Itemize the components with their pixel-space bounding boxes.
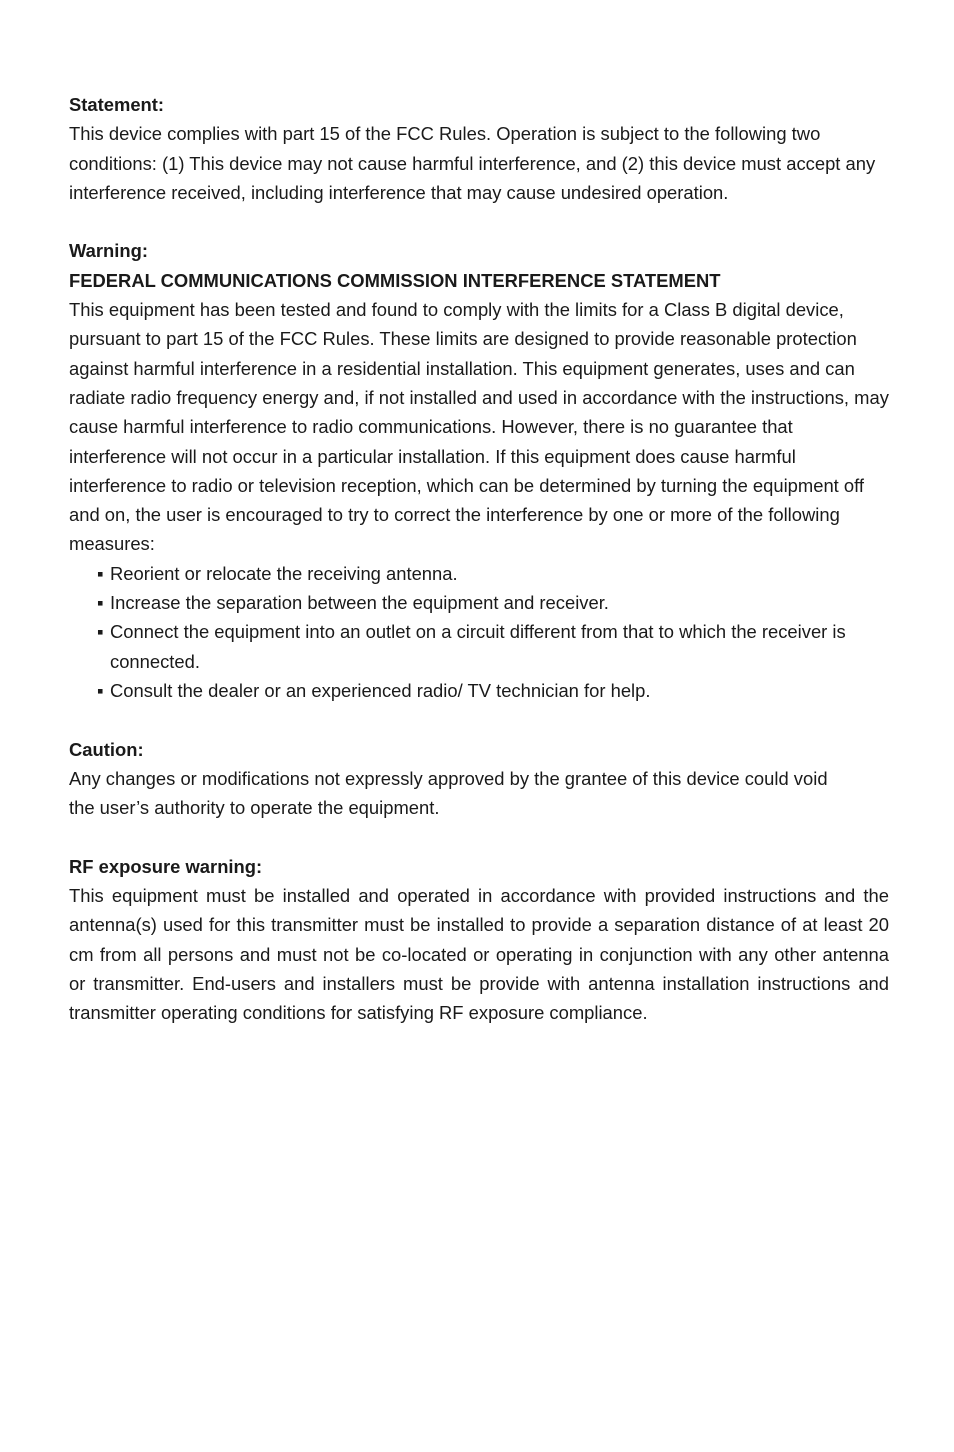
rf-exposure-text: This equipment must be installed and operated in accordance with provided instructions and the antenna(s) used for this transmitter must be installed to provide a separation distance of at least 20 cm from all persons and must not be co-located or operating in conjunction with any other antenna or transmitter. End-users and installers must be provide with antenna installation instructions and transmitter operating conditions for satisfying RF exposure compliance. xyxy=(69,885,889,1024)
list-item xyxy=(69,617,889,676)
bullet-mark: ▪ xyxy=(97,562,104,584)
bullet-mark: ▪ xyxy=(97,592,104,614)
list-item xyxy=(69,676,889,705)
warning-heading: Warning: xyxy=(69,240,148,262)
rf-exposure-section xyxy=(69,852,889,1028)
document-page xyxy=(69,90,889,1028)
measures-list xyxy=(69,559,889,705)
warning-text: This equipment has been tested and found to comply with the limits for a Class B digital device, pursuant to part 15 of the FCC Rules. These limits are designed to provide reasonable protection against harmful interference in a residential installation. This equipment generates, uses and can radiate radio frequency energy and, if not installed and used in accordance with the instructions, may cause harmful interference to radio communications. However, there is no guarantee that interference will not occur in a particular installation. If this equipment does cause harmful interference to radio or television reception, which can be determined by turning the equipment off and on, the user is encouraged to try to correct the interference by one or more of the following measures: xyxy=(69,299,889,555)
rf-exposure-heading: RF exposure warning: xyxy=(69,855,263,877)
measure-text: Connect the equipment into an outlet on a circuit different from that to which the receiver is connected. xyxy=(110,621,846,672)
statement-heading: Statement: xyxy=(69,94,165,115)
measure-text: Consult the dealer or an experienced radio/ TV technician for help. xyxy=(110,679,651,701)
caution-text: Any changes or modifications not expressly approved by the grantee of this device could void the user’s authority to operate the equipment. xyxy=(69,767,828,819)
section-spacer xyxy=(69,705,889,734)
bullet-mark: ▪ xyxy=(97,679,104,701)
measure-text: Reorient or relocate the receiving antenna. xyxy=(110,562,458,584)
list-item xyxy=(69,588,889,617)
warning-section xyxy=(69,236,889,705)
statement-section xyxy=(69,90,889,207)
statement-text: This device complies with part 15 of the FCC Rules. Operation is subject to the following two conditions: (1) This device may not cause harmful interference, and (2) this device must accept any interference received, including interference that may cause undesired operation. xyxy=(69,123,876,203)
section-spacer xyxy=(69,207,889,236)
list-item xyxy=(69,559,889,588)
caution-heading: Caution: xyxy=(69,738,144,760)
fcc-interference-heading: FEDERAL COMMUNICATIONS COMMISSION INTERFERENCE STATEMENT xyxy=(69,269,721,291)
caution-section xyxy=(69,735,889,823)
section-spacer xyxy=(69,822,889,851)
bullet-mark: ▪ xyxy=(97,621,104,643)
measure-text: Increase the separation between the equipment and receiver. xyxy=(110,592,609,614)
